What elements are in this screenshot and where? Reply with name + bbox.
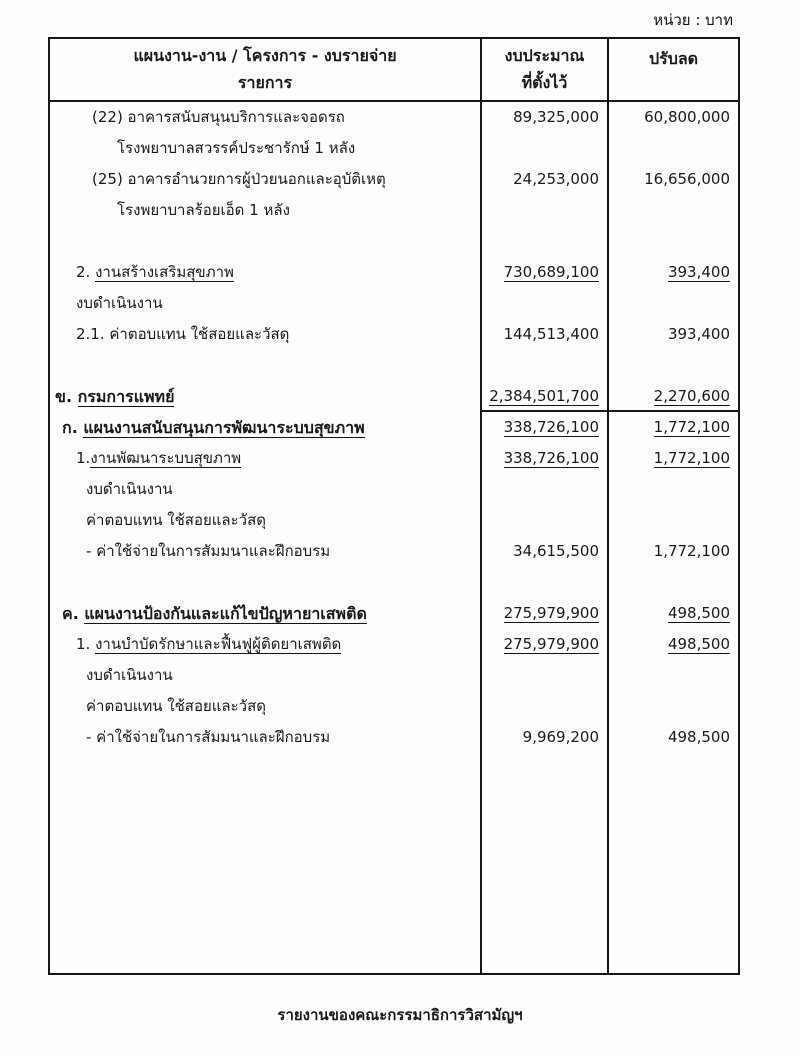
row-reduce-value: 1,772,100 xyxy=(653,542,730,560)
row-label-text: งบดำเนินงาน xyxy=(76,294,163,312)
row-reduce xyxy=(609,443,738,474)
table-row xyxy=(50,505,738,536)
table-row xyxy=(50,195,738,226)
row-label-prefix: ก. xyxy=(62,418,84,437)
row-label xyxy=(50,443,482,474)
row-label-prefix: 1. xyxy=(76,449,91,467)
row-reduce xyxy=(609,660,738,691)
row-budget xyxy=(482,350,609,381)
row-budget-value: 2,384,501,700 xyxy=(489,387,599,405)
table-row-spacer xyxy=(50,567,738,598)
table-row xyxy=(50,288,738,319)
row-reduce xyxy=(609,412,738,443)
row-label xyxy=(50,288,482,319)
table-row xyxy=(50,722,738,753)
empty-cell xyxy=(609,753,738,973)
row-reduce xyxy=(609,474,738,505)
row-reduce-value: 1,772,100 xyxy=(653,449,730,467)
table-row xyxy=(50,319,738,350)
budget-table xyxy=(48,37,740,975)
row-label-text: 2.1. ค่าตอบแทน ใช้สอยและวัสดุ xyxy=(76,325,290,343)
row-reduce xyxy=(609,164,738,195)
row-reduce-value: 2,270,600 xyxy=(653,387,730,405)
table-row-spacer xyxy=(50,226,738,257)
row-budget xyxy=(482,567,609,598)
table-row xyxy=(50,257,738,288)
row-label xyxy=(50,629,482,660)
row-budget-value: 89,325,000 xyxy=(513,108,599,126)
row-budget-value: 338,726,100 xyxy=(503,449,599,467)
table-row xyxy=(50,598,738,629)
row-label-text: ค่าตอบแทน ใช้สอยและวัสดุ xyxy=(86,697,266,715)
row-label-prefix: 2. xyxy=(76,263,96,281)
header-col-reduce-label: ปรับลด xyxy=(648,49,699,68)
row-label xyxy=(50,505,482,536)
row-label xyxy=(50,660,482,691)
row-label xyxy=(50,257,482,288)
row-reduce-value: 393,400 xyxy=(667,325,730,343)
row-budget-value: 34,615,500 xyxy=(513,542,599,560)
row-reduce xyxy=(609,567,738,598)
row-label-text: งานพัฒนาระบบสุขภาพ xyxy=(90,449,242,467)
table-empty-area xyxy=(50,753,738,973)
row-reduce xyxy=(609,381,738,412)
row-label xyxy=(50,226,482,257)
row-label xyxy=(50,133,482,164)
table-row xyxy=(50,133,738,164)
header-col-budget-line2: ที่ตั้งไว้ xyxy=(521,72,568,92)
row-reduce xyxy=(609,257,738,288)
row-label-text: แผนงานสนับสนุนการพัฒนาระบบสุขภาพ xyxy=(83,418,365,437)
row-label-prefix: ข. xyxy=(55,387,78,406)
table-row xyxy=(50,691,738,722)
table-row xyxy=(50,660,738,691)
row-label-text: กรมการแพทย์ xyxy=(77,387,175,406)
row-budget xyxy=(482,195,609,226)
row-label xyxy=(50,567,482,598)
row-reduce xyxy=(609,195,738,226)
row-reduce xyxy=(609,226,738,257)
row-budget-value: 275,979,900 xyxy=(503,604,599,622)
row-label-text: (22) อาคารสนับสนุนบริการและจอดรถ xyxy=(92,108,345,126)
empty-cell xyxy=(482,753,609,973)
row-label-text: โรงพยาบาลร้อยเอ็ด 1 หลัง xyxy=(117,201,290,219)
row-label-text: งบดำเนินงาน xyxy=(86,666,173,684)
table-header xyxy=(50,39,738,102)
row-budget xyxy=(482,505,609,536)
table-row xyxy=(50,164,738,195)
row-label-prefix: 1. xyxy=(76,635,96,653)
row-budget xyxy=(482,226,609,257)
row-label xyxy=(50,195,482,226)
row-budget xyxy=(482,691,609,722)
row-label-text: งานสร้างเสริมสุขภาพ xyxy=(95,263,234,281)
row-label xyxy=(50,102,482,133)
row-label-text: งานบำบัดรักษาและฟื้นฟูผู้ติดยาเสพติด xyxy=(95,635,342,653)
row-reduce xyxy=(609,319,738,350)
row-label xyxy=(50,691,482,722)
row-label xyxy=(50,412,482,443)
row-budget xyxy=(482,412,609,443)
row-budget-value: 275,979,900 xyxy=(503,635,599,653)
row-label-text: โรงพยาบาลสวรรค์ประชารักษ์ 1 หลัง xyxy=(117,139,356,157)
row-label xyxy=(50,350,482,381)
row-budget xyxy=(482,257,609,288)
row-label-prefix: ค. xyxy=(62,604,85,623)
row-label-text: - ค่าใช้จ่ายในการสัมมนาและฝึกอบรม xyxy=(86,728,331,746)
table-body xyxy=(50,102,738,973)
table-row xyxy=(50,629,738,660)
row-reduce-value: 393,400 xyxy=(667,263,730,281)
table-row xyxy=(50,474,738,505)
row-reduce xyxy=(609,288,738,319)
row-reduce-value: 60,800,000 xyxy=(644,108,730,126)
row-reduce-value: 16,656,000 xyxy=(644,170,730,188)
row-budget xyxy=(482,102,609,133)
row-label xyxy=(50,722,482,753)
footer-note: รายงานของคณะกรรมาธิการวิสามัญฯ xyxy=(277,1006,523,1024)
row-reduce xyxy=(609,133,738,164)
row-reduce xyxy=(609,350,738,381)
row-label-text: (25) อาคารอำนวยการผู้ป่วยนอกและอุบัติเหตุ xyxy=(92,170,386,188)
table-row xyxy=(50,443,738,474)
header-col-budget-line1: งบประมาณ xyxy=(504,46,585,66)
header-col-program xyxy=(50,39,482,100)
row-label-text: ค่าตอบแทน ใช้สอยและวัสดุ xyxy=(86,511,266,529)
row-reduce xyxy=(609,505,738,536)
row-reduce-value: 498,500 xyxy=(667,604,730,622)
row-label xyxy=(50,319,482,350)
row-budget-value: 24,253,000 xyxy=(513,170,599,188)
row-label-text: - ค่าใช้จ่ายในการสัมมนาและฝึกอบรม xyxy=(86,542,331,560)
header-col-budget xyxy=(482,39,609,100)
row-label-text: งบดำเนินงาน xyxy=(86,480,173,498)
table-row xyxy=(50,102,738,133)
row-reduce xyxy=(609,691,738,722)
header-col-reduce xyxy=(609,39,738,100)
row-budget-value: 9,969,200 xyxy=(522,728,599,746)
row-reduce xyxy=(609,598,738,629)
row-budget xyxy=(482,474,609,505)
row-budget xyxy=(482,443,609,474)
row-budget-value: 144,513,400 xyxy=(503,325,599,343)
row-label xyxy=(50,381,482,412)
row-label xyxy=(50,598,482,629)
row-budget xyxy=(482,319,609,350)
row-reduce-value: 1,772,100 xyxy=(653,418,730,436)
row-budget xyxy=(482,722,609,753)
row-reduce-value: 498,500 xyxy=(667,728,730,746)
row-label xyxy=(50,164,482,195)
row-reduce xyxy=(609,102,738,133)
header-col-program-line1: แผนงาน-งาน / โครงการ - งบรายจ่าย xyxy=(133,46,397,66)
row-budget xyxy=(482,629,609,660)
row-label xyxy=(50,474,482,505)
row-label xyxy=(50,536,482,567)
row-budget xyxy=(482,536,609,567)
empty-cell xyxy=(50,753,482,973)
row-budget xyxy=(482,133,609,164)
row-reduce xyxy=(609,629,738,660)
row-reduce xyxy=(609,536,738,567)
table-row xyxy=(50,536,738,567)
row-budget-value: 730,689,100 xyxy=(503,263,599,281)
row-budget xyxy=(482,381,609,412)
header-col-program-line2: รายการ xyxy=(237,72,293,92)
unit-label: หน่วย : บาท xyxy=(653,11,733,29)
row-budget xyxy=(482,164,609,195)
row-budget xyxy=(482,598,609,629)
row-budget-value: 338,726,100 xyxy=(503,418,599,436)
row-budget xyxy=(482,288,609,319)
row-reduce xyxy=(609,722,738,753)
table-row xyxy=(50,381,738,412)
table-row xyxy=(50,412,738,443)
table-row-spacer xyxy=(50,350,738,381)
row-label-text: แผนงานป้องกันและแก้ไขปัญหายาเสพติด xyxy=(84,604,367,623)
row-budget xyxy=(482,660,609,691)
row-reduce-value: 498,500 xyxy=(667,635,730,653)
